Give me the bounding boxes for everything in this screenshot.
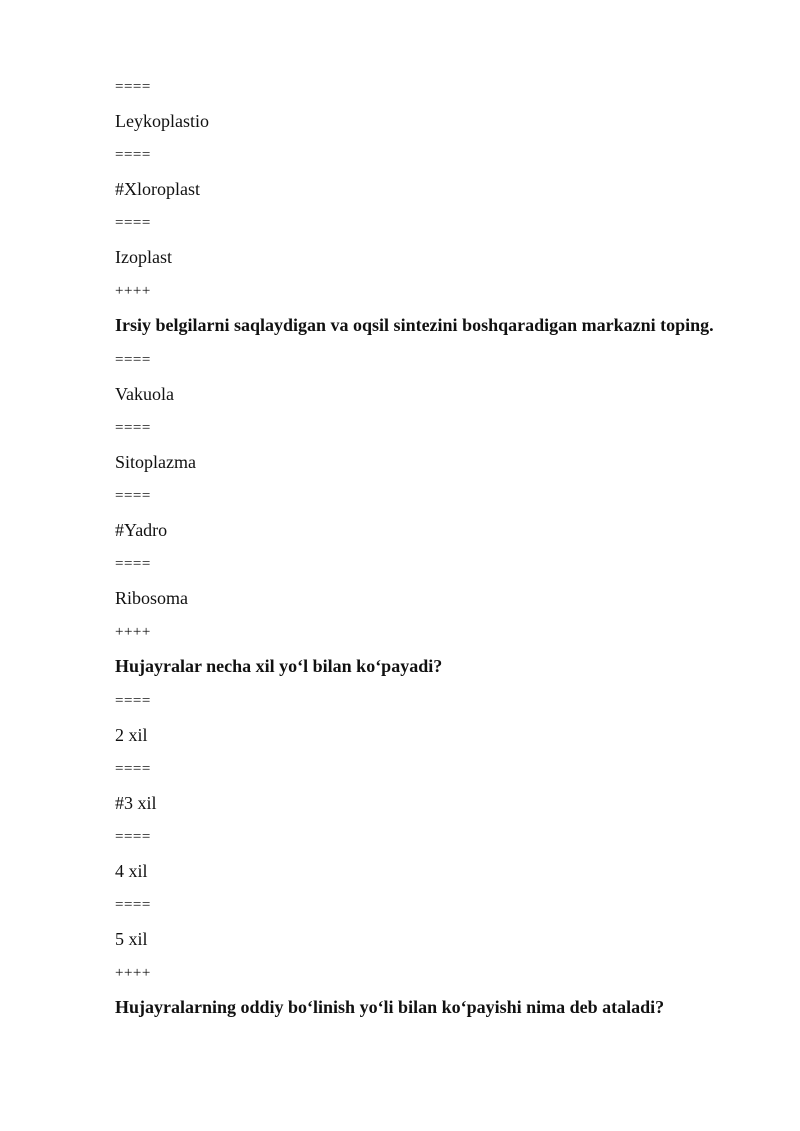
answer-separator: ==== xyxy=(115,897,151,913)
answer-option-correct: #3 xil xyxy=(115,793,157,813)
answer-option: 2 xil xyxy=(115,725,148,745)
document-page xyxy=(115,76,715,1031)
answer-option-correct: #Xloroplast xyxy=(115,179,200,199)
answer-separator: ==== xyxy=(115,352,151,368)
question-text: Irsiy belgilarni saqlaydigan va oqsil sintezini boshqaradigan markazni toping. xyxy=(115,315,714,335)
question-separator: ++++ xyxy=(115,965,151,981)
answer-separator: ==== xyxy=(115,556,151,572)
answer-separator: ==== xyxy=(115,761,151,777)
answer-separator: ==== xyxy=(115,215,151,231)
answer-separator: ==== xyxy=(115,147,151,163)
answer-separator: ==== xyxy=(115,829,151,845)
answer-option: 5 xil xyxy=(115,929,148,949)
answer-option: Ribosoma xyxy=(115,588,189,608)
question-separator: ++++ xyxy=(115,624,151,640)
answer-option-correct: #Yadro xyxy=(115,520,168,540)
answer-option: Izoplast xyxy=(115,247,172,267)
question-text: Hujayralar necha xil yo‘l bilan ko‘payadi? xyxy=(115,656,443,676)
answer-option: 4 xil xyxy=(115,861,148,881)
answer-separator: ==== xyxy=(115,420,151,436)
answer-option: Vakuola xyxy=(115,384,174,404)
question-separator: ++++ xyxy=(115,283,151,299)
answer-separator: ==== xyxy=(115,693,151,709)
answer-separator: ==== xyxy=(115,488,151,504)
answer-option: Sitoplazma xyxy=(115,452,196,472)
answer-option: Leykoplastio xyxy=(115,111,209,131)
question-text: Hujayralarning oddiy bo‘linish yo‘li bilan ko‘payishi nima deb ataladi? xyxy=(115,997,665,1017)
answer-separator: ==== xyxy=(115,79,151,95)
